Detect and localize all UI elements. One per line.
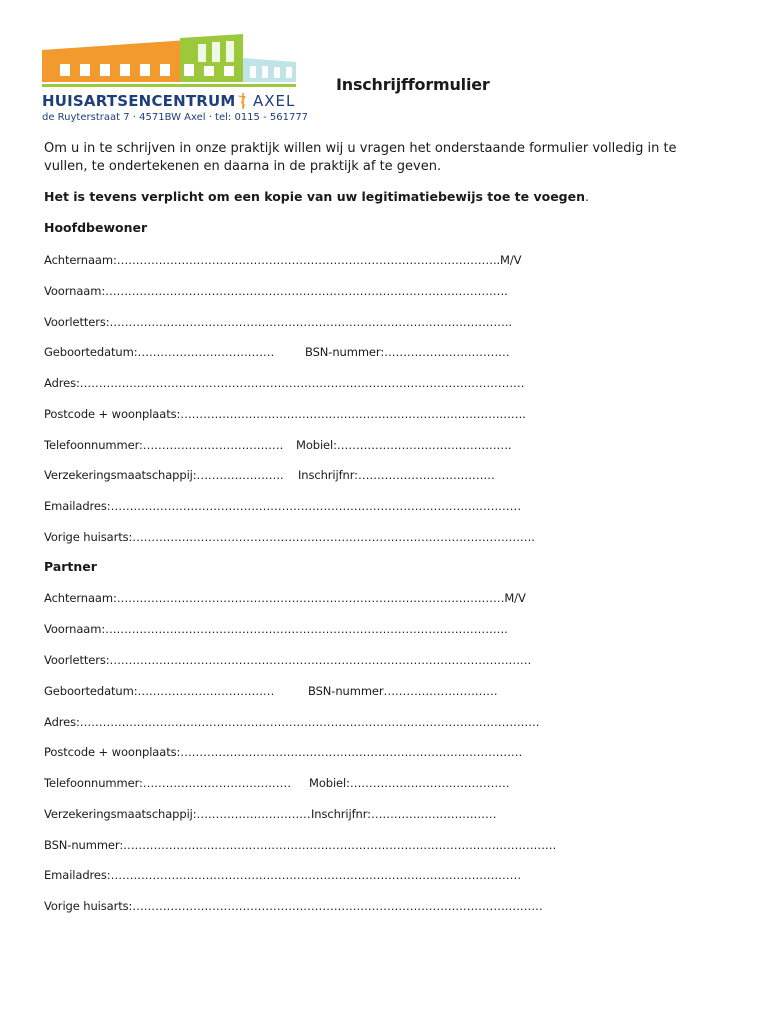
field-partner-bsn-full[interactable]: BSN-nummer:……………………………………………………………………………………………………	[44, 838, 557, 852]
field-partner-insurer[interactable]: Verzekeringsmaatschappij:…………………………	[44, 807, 311, 821]
field-main-postcode-city[interactable]: Postcode + woonplaats:……………………………………………………………………………….	[44, 407, 526, 421]
field-main-mobile[interactable]: Mobiel:……………………………………….	[296, 438, 512, 452]
field-partner-postcode-city[interactable]: Postcode + woonplaats:………………………………………………………………………………	[44, 745, 523, 759]
field-main-phone[interactable]: Telefoonnummer:……………………………….	[44, 438, 284, 452]
field-partner-mobile[interactable]: Mobiel:……………………………………	[309, 776, 510, 790]
field-partner-firstname[interactable]: Voornaam:…………………………………………………………………………………………….	[44, 622, 508, 636]
field-main-registration-no[interactable]: Inschrijfnr:………………………………	[298, 468, 495, 482]
field-partner-initials[interactable]: Voorletters:…………………………………………………………………………………………………	[44, 653, 532, 667]
logo-town: AXEL	[253, 92, 296, 110]
notice-period: .	[585, 189, 589, 204]
field-partner-address[interactable]: Adres:………………………………………………………………………………………………………….	[44, 715, 540, 729]
field-partner-bsn[interactable]: BSN-nummer…………………………	[308, 684, 498, 698]
field-main-birthdate[interactable]: Geboortedatum:………………………………	[44, 345, 275, 359]
field-main-firstname[interactable]: Voornaam:…………………………………………………………………………………………….	[44, 284, 508, 298]
field-partner-phone[interactable]: Telefoonnummer:…………………………………	[44, 776, 291, 790]
field-partner-surname[interactable]: Achternaam:…………………………………………………………………………………………M/V	[44, 591, 526, 605]
logo-name: HUISARTSENCENTRUM	[42, 92, 236, 110]
field-main-email[interactable]: Emailadres:………………………………………………………………………………………………	[44, 499, 521, 513]
field-partner-previous-gp[interactable]: Vorige huisarts:………………………………………………………………………………………………	[44, 899, 543, 913]
logo-address: de Ruyterstraat 7 · 4571BW Axel · tel: 0115 - 561777	[42, 112, 309, 123]
page-title: Inschrijfformulier	[336, 75, 490, 94]
id-copy-notice	[44, 189, 589, 204]
field-main-bsn[interactable]: BSN-nummer:……………………………	[305, 345, 510, 359]
field-main-initials[interactable]: Voorletters:…………………………………………………………………………………………….	[44, 315, 513, 329]
field-partner-registration-no[interactable]: Inschrijfnr:……………………………	[311, 807, 497, 821]
building-illustration	[38, 34, 300, 92]
practice-logo	[38, 34, 309, 126]
field-partner-birthdate[interactable]: Geboortedatum:………………………………	[44, 684, 275, 698]
intro-text: Om u in te schrijven in onze praktijk willen wij u vragen het onderstaande formulier volledig in te vullen, te ondertekenen en daarna in de praktijk af te geven.	[44, 141, 677, 174]
caduceus-icon	[236, 92, 250, 110]
section-heading-partner: Partner	[44, 559, 97, 574]
field-main-insurer[interactable]: Verzekeringsmaatschappij:…………………..	[44, 468, 284, 482]
field-partner-email[interactable]: Emailadres:………………………………………………………………………………………………	[44, 868, 521, 882]
field-main-address[interactable]: Adres:………………………………………………………………………………………………………	[44, 376, 525, 390]
section-heading-main: Hoofdbewoner	[44, 220, 148, 235]
notice-text: Het is tevens verplicht om een kopie van uw legitimatiebewijs toe te voegen	[44, 189, 586, 204]
field-main-surname[interactable]: Achternaam:………………………………………………………………………………………..M/V	[44, 253, 522, 267]
field-main-previous-gp[interactable]: Vorige huisarts:…………………………………………………………………………………………….	[44, 530, 535, 544]
